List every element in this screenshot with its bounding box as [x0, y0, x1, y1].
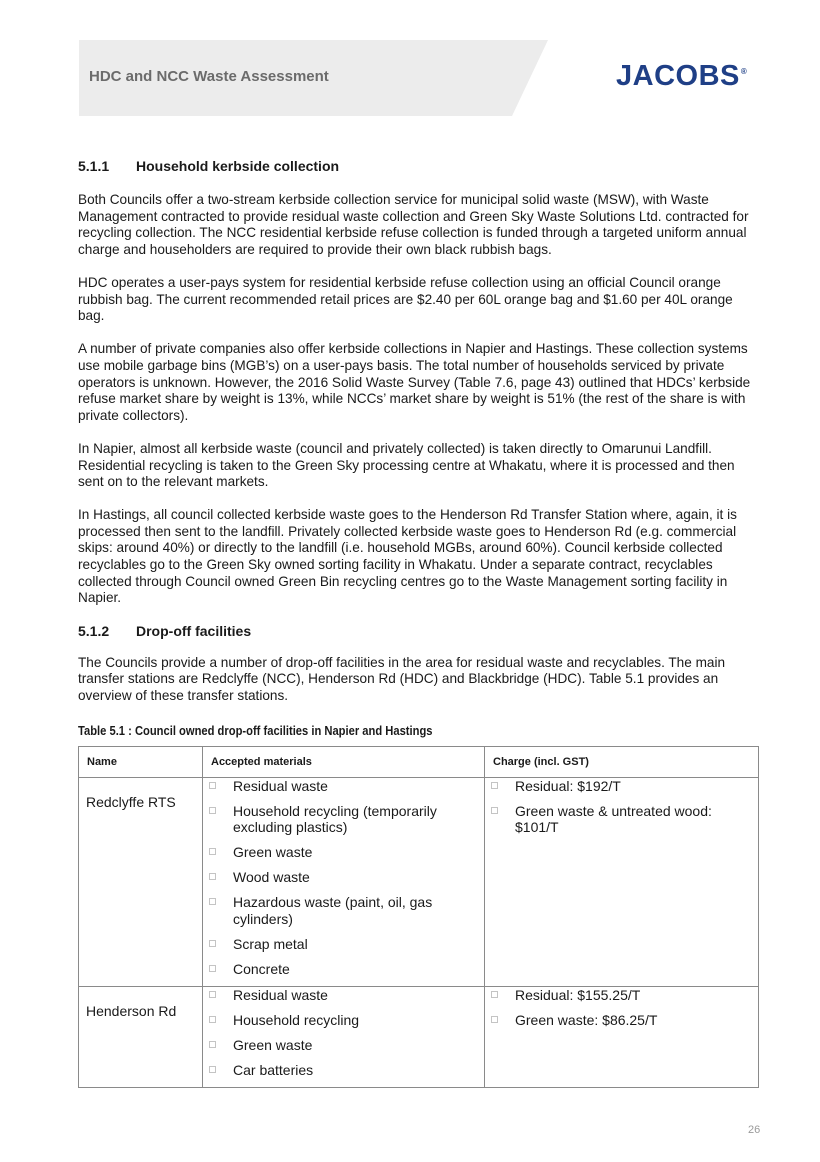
list-item	[203, 936, 470, 953]
list-item	[203, 961, 470, 978]
charges-list	[485, 778, 744, 836]
list-item	[485, 803, 744, 836]
paragraph: In Napier, almost all kerbside waste (council and privately collected) is taken directly to Omarunui Landfill. Residential recycling is taken to the Green Sky processing centre at Whakatu, where it is processed and then sent on to the relevant markets.	[78, 440, 735, 490]
registered-mark: ®	[740, 67, 748, 77]
section-heading-household-kerbside	[78, 158, 762, 174]
checkbox-bullet-icon	[209, 873, 216, 880]
material-label: Residual waste	[233, 777, 328, 794]
column-header-charge: Charge (incl. GST)	[485, 746, 759, 777]
charge-label: Residual: $192/T	[515, 777, 621, 794]
materials-cell	[203, 777, 485, 986]
facility-name: Redclyffe RTS	[79, 777, 203, 986]
facility-name: Henderson Rd	[79, 986, 203, 1087]
checkbox-bullet-icon	[209, 898, 216, 905]
material-label: Green waste	[233, 844, 313, 861]
section-heading-drop-off	[78, 623, 762, 639]
column-header-name: Name	[79, 746, 203, 777]
materials-cell	[203, 986, 485, 1087]
list-item	[203, 1062, 470, 1079]
list-item	[485, 987, 744, 1004]
checkbox-bullet-icon	[209, 807, 216, 814]
charges-cell	[485, 986, 759, 1087]
material-label: Concrete	[233, 960, 290, 977]
list-item	[485, 1012, 744, 1029]
checkbox-bullet-icon	[209, 1041, 216, 1048]
checkbox-bullet-icon	[209, 1066, 216, 1073]
material-label: Hazardous waste (paint, oil, gas cylinders)	[233, 894, 433, 927]
facilities-table	[78, 746, 759, 1088]
list-item	[203, 987, 470, 1004]
material-label: Residual waste	[233, 986, 328, 1003]
paragraph: The Councils provide a number of drop-off facilities in the area for residual waste and recyclables. The main transfer stations are Redclyffe (NCC), Henderson Rd (HDC) and Blackbridge (HDC). Table 5.1 provides an overview of these transfer stations.	[78, 654, 726, 704]
jacobs-logo	[616, 60, 747, 93]
checkbox-bullet-icon	[209, 1016, 216, 1023]
checkbox-bullet-icon	[491, 1016, 498, 1023]
checkbox-bullet-icon	[209, 991, 216, 998]
checkbox-bullet-icon	[209, 848, 216, 855]
checkbox-bullet-icon	[209, 965, 216, 972]
section-title: Household kerbside collection	[136, 158, 340, 174]
material-label: Wood waste	[233, 869, 310, 886]
material-label: Household recycling	[233, 1011, 360, 1028]
checkbox-bullet-icon	[209, 940, 216, 947]
table-header-row	[79, 746, 759, 777]
charges-cell	[485, 777, 759, 986]
charges-list	[485, 987, 744, 1029]
material-label: Green waste	[233, 1036, 313, 1053]
paragraph: A number of private companies also offer kerbside collections in Napier and Hastings. These collection systems use mobile garbage bins (MGB’s) on a user-pays basis. The total number of households serviced by private operators is unknown. However, the 2016 Solid Waste Survey (Table 7.6, page 43) outlined that HDCs’ kerbside refuse market share by weight is 13%, while NCCs’ market share by weight is 51% (the rest of the share is with private collectors).	[78, 341, 751, 423]
logo-text: JACOBS	[616, 60, 740, 92]
list-item	[203, 778, 470, 795]
list-item	[203, 844, 470, 861]
list-item	[203, 869, 470, 886]
material-label: Car batteries	[233, 1061, 314, 1078]
materials-list	[203, 778, 470, 978]
charge-label: Green waste & untreated wood: $101/T	[515, 802, 712, 836]
section-number: 5.1.2	[78, 622, 110, 639]
checkbox-bullet-icon	[209, 782, 216, 789]
page-number: 26	[748, 1124, 761, 1136]
materials-list	[203, 987, 470, 1079]
paragraph: Both Councils offer a two-stream kerbside collection service for municipal solid waste (MSW), with Waste Management contracted to provide residual waste collection and Green Sky Waste Solutions Ltd. contracted for recycling collection. The NCC residential kerbside refuse collection is funded through a targeted uniform annual charge and householders are required to provide their own black rubbish bags.	[78, 192, 749, 257]
charge-label: Residual: $155.25/T	[515, 986, 641, 1003]
column-header-materials: Accepted materials	[203, 746, 485, 777]
table-row	[79, 777, 759, 986]
list-item	[203, 894, 470, 927]
section-number: 5.1.1	[78, 158, 110, 174]
section-title: Drop-off facilities	[136, 622, 252, 639]
table-caption: Table 5.1 : Council owned drop-off facilities in Napier and Hastings	[78, 722, 433, 738]
material-label: Household recycling (temporarily excluding plastics)	[233, 802, 437, 836]
list-item	[203, 1012, 470, 1029]
list-item	[203, 803, 470, 836]
checkbox-bullet-icon	[491, 782, 498, 789]
table-row	[79, 986, 759, 1087]
paragraph: In Hastings, all council collected kerbside waste goes to the Henderson Rd Transfer Station where, again, it is processed then sent to the landfill. Privately collected kerbside waste goes to Henderson Rd (e.g. commercial skips: around 40%) or directly to the landfill (i.e. household MGBs, around 60%). Council kerbside collected recyclables go to the Green Sky owned sorting facility in Whakatu. Under a separate contract, recyclables collected through Council owned Green Bin recycling centres go to the Waste Management sorting facility in Napier.	[78, 507, 737, 606]
list-item	[485, 778, 744, 795]
charge-label: Green waste: $86.25/T	[515, 1011, 658, 1028]
document-title: HDC and NCC Waste Assessment	[89, 68, 329, 85]
paragraph: HDC operates a user-pays system for residential kerbside refuse collection using an official Council orange rubbish bag. The current recommended retail prices are $2.40 per 60L orange bag and $1.60 per 40L orange bag.	[78, 274, 733, 324]
checkbox-bullet-icon	[491, 807, 498, 814]
list-item	[203, 1037, 470, 1054]
material-label: Scrap metal	[233, 935, 308, 952]
checkbox-bullet-icon	[491, 991, 498, 998]
page-content	[78, 158, 762, 1088]
